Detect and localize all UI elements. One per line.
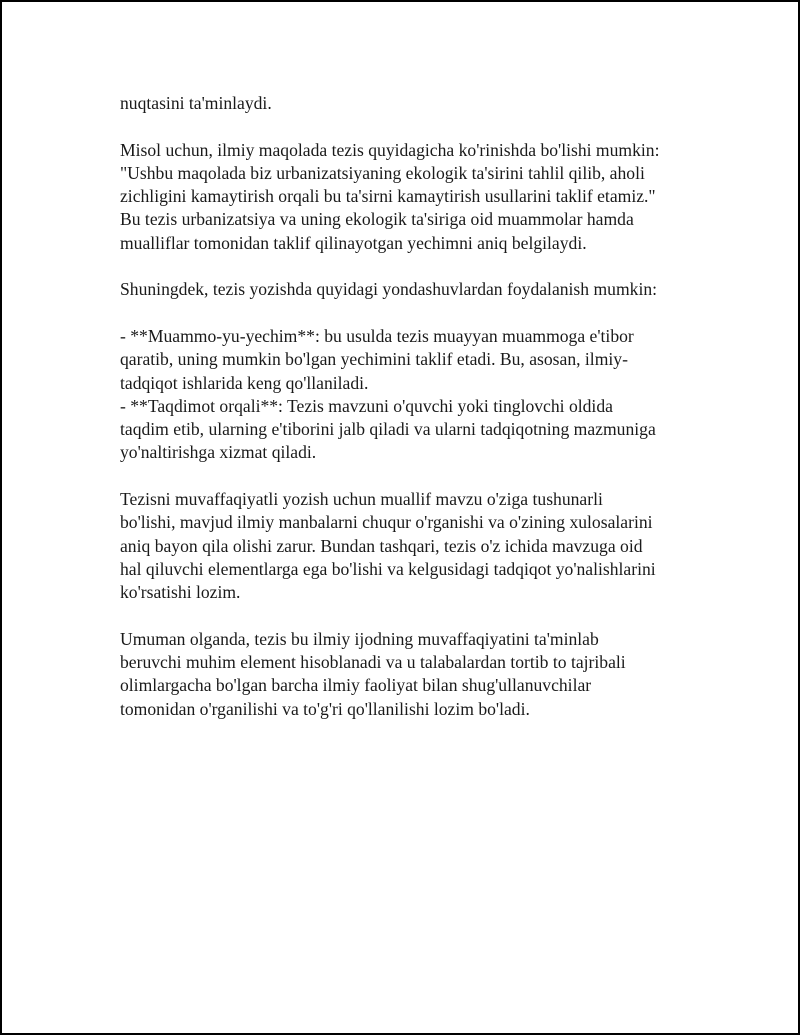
text-line: Bu tezis urbanizatsiya va uning ekologik ta'siriga oid muammolar hamda	[120, 209, 634, 230]
text-line: tomonidan o'rganilishi va to'g'ri qo'llanilishi lozim bo'ladi.	[120, 698, 530, 719]
paragraph-gap	[120, 302, 700, 325]
document-body	[120, 92, 700, 721]
paragraph-gap	[120, 605, 700, 628]
text-line: beruvchi muhim element hisoblanadi va u talabalardan tortib to tajribali	[120, 652, 626, 673]
text-line: bo'lishi, mavjud ilmiy manbalarni chuqur o'rganishi va o'zining xulosalarini	[120, 512, 653, 533]
list-item-line: qaratib, uning mumkin bo'lgan yechimini taklif etadi. Bu, asosan, ilmiy-	[120, 349, 628, 370]
list-item-line: - **Taqdimot orqali**: Tezis mavzuni o'quvchi yoki tinglovchi oldida	[120, 395, 613, 416]
text-line: aniq bayon qila olishi zarur. Bundan tashqari, tezis o'z ichida mavzuga oid	[120, 535, 643, 556]
list-item-line: tadqiqot ishlarida keng qo'llaniladi.	[120, 372, 369, 393]
paragraph-approaches-list	[120, 325, 700, 465]
paragraph-gap	[120, 255, 700, 278]
text-line: ko'rsatishi lozim.	[120, 582, 241, 603]
paragraph-continuation	[120, 92, 700, 115]
text-line: Umuman olganda, tezis bu ilmiy ijodning muvaffaqiyatini ta'minlab	[120, 628, 599, 649]
paragraph-conclusion	[120, 628, 700, 721]
text-line: Misol uchun, ilmiy maqolada tezis quyidagicha ko'rinishda bo'lishi mumkin:	[120, 139, 660, 160]
text-line: Tezisni muvaffaqiyatli yozish uchun muallif mavzu o'ziga tushunarli	[120, 489, 603, 510]
text-line: "Ushbu maqolada biz urbanizatsiyaning ekologik ta'sirini tahlil qilib, aholi	[120, 162, 645, 183]
text-line: zichligini kamaytirish orqali bu ta'sirni kamaytirish usullarini taklif etamiz."	[120, 186, 656, 207]
list-item-line: - **Muammo-yu-yechim**: bu usulda tezis muayyan muammoga e'tibor	[120, 325, 634, 346]
paragraph-writing-tips	[120, 488, 700, 604]
list-item-line: yo'naltirishga xizmat qiladi.	[120, 442, 317, 463]
text-line: Shuningdek, tezis yozishda quyidagi yondashuvlardan foydalanish mumkin:	[120, 279, 658, 300]
paragraph-approaches-intro	[120, 278, 700, 301]
text-line: hal qiluvchi elementlarga ega bo'lishi va kelgusidagi tadqiqot yo'nalishlarini	[120, 558, 656, 579]
text-line: mualliflar tomonidan taklif qilinayotgan yechimni aniq belgilaydi.	[120, 232, 587, 253]
list-item-line: taqdim etib, ularning e'tiborini jalb qiladi va ularni tadqiqotning mazmuniga	[120, 419, 656, 440]
paragraph-gap	[120, 115, 700, 138]
paragraph-gap	[120, 465, 700, 488]
text-line: nuqtasini ta'minlaydi.	[120, 93, 272, 113]
text-line: olimlargacha bo'lgan barcha ilmiy faoliyat bilan shug'ullanuvchilar	[120, 675, 592, 696]
paragraph-example	[120, 139, 700, 255]
